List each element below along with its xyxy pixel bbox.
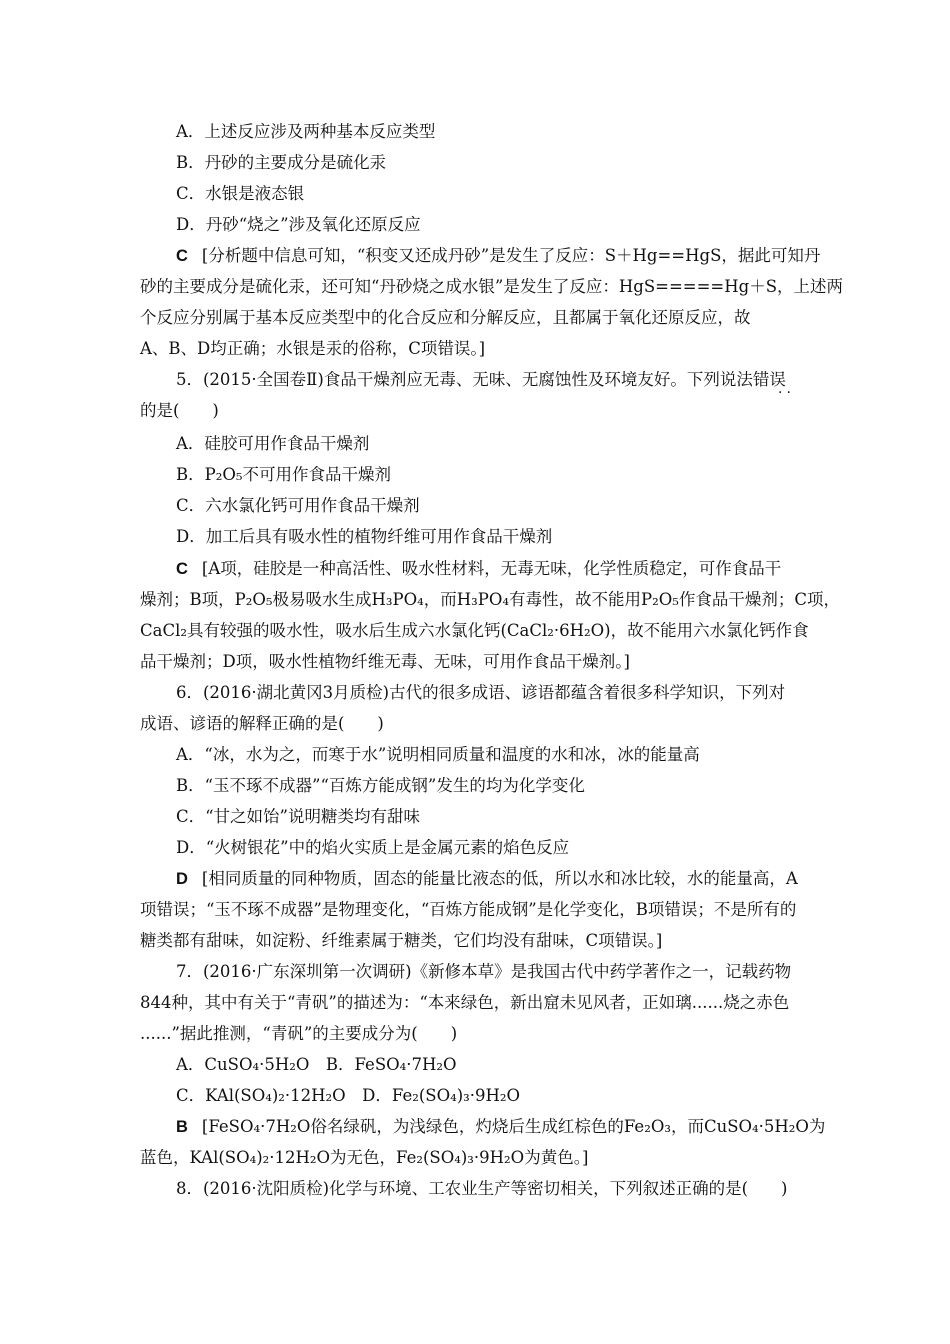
q6-answer-key: D: [176, 870, 188, 888]
q6-stem-line2: 成语、谚语的解释正确的是( ): [140, 714, 384, 733]
q4-explanation-text: [分析题中信息可知，“积变又还成丹砂”是发生了反应：S＋Hg==HgS，据此可知丹: [201, 246, 821, 265]
q8-stem-line1: 8．(2016·沈阳质检)化学与环境、工农业生产等密切相关，下列叙述正确的是( ): [176, 1179, 788, 1198]
q5-explanation-text: [A项，硅胶是一种高活性、吸水性材料，无毒无味，化学性质稳定，可作食品干: [201, 559, 782, 578]
q4-option-d: D．丹砂“烧之”涉及氧化还原反应: [176, 215, 421, 234]
q7-explanation-text: [FeSO₄·7H₂O俗名绿矾，为浅绿色，灼烧后生成红棕色的Fe₂O₃，而CuSO₄·5H₂O为: [201, 1117, 826, 1136]
q5-explanation-line4: 品干燥剂；D项，吸水性植物纤维无毒、无味，可用作食品干燥剂。]: [140, 652, 630, 671]
q4-option-c: C．水银是液态银: [176, 184, 305, 203]
q5-option-d: D．加工后具有吸水性的植物纤维可用作食品干燥剂: [176, 527, 553, 546]
q5-option-a: A．硅胶可用作食品干燥剂: [176, 434, 370, 453]
q4-explanation-line4: A、B、D均正确；水银是汞的俗称，C项错误。]: [140, 339, 486, 358]
q6-option-c: C．“甘之如饴”说明糖类均有甜味: [176, 807, 420, 826]
q6-explanation-line2: 项错误；“玉不琢不成器”是物理变化，“百炼方能成钢”是化学变化，B项错误；不是所有的: [140, 900, 797, 919]
q6-option-d: D．“火树银花”中的焰火实质上是金属元素的焰色反应: [176, 838, 570, 857]
q5-explanation-line3: CaCl₂具有较强的吸水性，吸水后生成六水氯化钙(CaCl₂·6H₂O)，故不能用六水氯化钙作食: [140, 621, 809, 640]
q6-answer-line1: [176, 868, 798, 890]
q4-explanation-line2: 砂的主要成分是硫化汞，还可知“丹砂烧之成水银”是发生了反应：HgS=====Hg＋S，上述两: [140, 277, 844, 296]
q6-explanation-text: [相同质量的同种物质，固态的能量比液态的低，所以水和冰比较，水的能量高，A: [201, 869, 798, 888]
q5-option-c: C．六水氯化钙可用作食品干燥剂: [176, 496, 420, 515]
q5-stem-line1: 5．(2015·全国卷Ⅱ)食品干燥剂应无毒、无味、无腐蚀性及环境友好。下列说法错误: [176, 370, 786, 389]
q5-option-b: B．P₂O₅不可用作食品干燥剂: [176, 465, 391, 484]
q5-answer-line1: [176, 558, 781, 580]
q6-option-a: A．“冰，水为之，而寒于水”说明相同质量和温度的水和冰，冰的能量高: [176, 745, 700, 764]
q4-option-a: A．上述反应涉及两种基本反应类型: [176, 122, 436, 141]
q4-answer-line1: [176, 245, 820, 267]
q7-stem-line2: 844种，其中有关于“青矾”的描述为：“本来绿色，新出窟未见风者，正如璃......烧之赤色: [140, 993, 790, 1012]
q5-stem-line2: 的是( ): [140, 401, 219, 420]
q7-stem-line3: ......”据此推测，“青矾”的主要成分为( ): [140, 1024, 458, 1043]
emphasis-dots: ··: [778, 385, 795, 401]
q6-option-b: B．“玉不琢不成器”“百炼方能成钢”发生的均为化学变化: [176, 776, 585, 795]
q7-answer-line1: [176, 1116, 825, 1138]
q7-options-ab: A．CuSO₄·5H₂O B．FeSO₄·7H₂O: [176, 1055, 457, 1074]
q7-options-cd: C．KAl(SO₄)₂·12H₂O D．Fe₂(SO₄)₃·9H₂O: [176, 1086, 521, 1105]
q5-explanation-line2: 燥剂；B项，P₂O₅极易吸水生成H₃PO₄，而H₃PO₄有毒性，故不能用P₂O₅作食品干燥剂；C项，: [140, 590, 840, 609]
q7-stem-line1: 7．(2016·广东深圳第一次调研)《新修本草》是我国古代中药学著作之一，记载药物: [176, 962, 792, 981]
q6-explanation-line3: 糖类都有甜味，如淀粉、纤维素属于糖类，它们均没有甜味，C项错误。]: [140, 931, 663, 950]
q6-stem-line1: 6．(2016·湖北黄冈3月质检)古代的很多成语、谚语都蕴含着很多科学知识，下列对: [176, 683, 786, 702]
q4-option-b: B．丹砂的主要成分是硫化汞: [176, 153, 387, 172]
q4-answer-key: C: [176, 247, 188, 265]
q7-explanation-line2: 蓝色，KAl(SO₄)₂·12H₂O为无色，Fe₂(SO₄)₃·9H₂O为黄色。]: [140, 1148, 589, 1167]
q5-answer-key: C: [176, 560, 188, 578]
q7-answer-key: B: [176, 1118, 188, 1136]
q4-explanation-line3: 个反应分别属于基本反应类型中的化合反应和分解反应，且都属于氧化还原反应，故: [140, 308, 751, 327]
